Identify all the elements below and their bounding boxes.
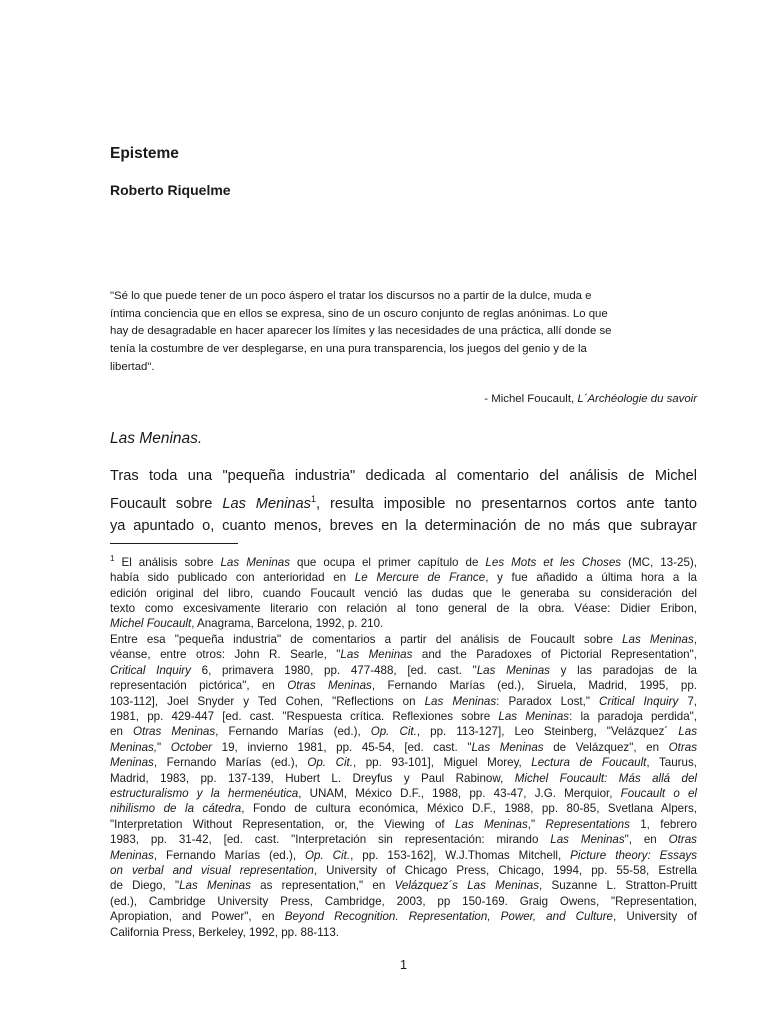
epigraph-quote xyxy=(110,288,697,377)
footnote-line: edición original del libro, cuando Foucault venció las dudas que le generaba su consideración del xyxy=(110,586,697,600)
fn-text: , Fernando Marías (ed.), xyxy=(215,725,371,739)
footnote-line: (ed.), Cambridge University Press, Cambridge, 2003, pp 150-169. Graig Owens, "Representation, xyxy=(110,894,697,908)
fn-text: ," xyxy=(527,817,546,831)
fn-italic: Picture theory: Essays xyxy=(570,848,697,862)
fn-text: , Fernando Marías (ed.), xyxy=(153,756,308,770)
fn-text: , Taurus, xyxy=(646,756,697,770)
footnote-line xyxy=(110,724,697,739)
fn-italic: nihilismo de la cátedra xyxy=(110,802,242,816)
footnote-line xyxy=(110,709,697,724)
fn-italic: Las Meninas xyxy=(550,833,625,847)
section-title: Las Meninas. xyxy=(110,430,203,447)
fn-italic: October xyxy=(170,740,213,754)
footnote-line xyxy=(110,863,697,878)
fn-italic: Michel Foucault: Más allá del xyxy=(514,771,697,785)
fn-italic: Meninas xyxy=(110,848,154,862)
body-text: , resulta imposible no presentarnos cortos ante tanto xyxy=(315,495,698,512)
fn-italic: Les Mots et les Choses xyxy=(485,555,622,569)
fn-text: , xyxy=(693,632,697,646)
fn-italic: Velázquez´s Las Meninas xyxy=(394,879,539,893)
fn-text: , Suzanne L. Stratton-Pruitt xyxy=(539,879,697,893)
footnote-line xyxy=(110,801,697,816)
fn-italic: Op. Cit. xyxy=(370,725,417,739)
fn-italic: Otras Meninas xyxy=(287,679,372,693)
fn-text: , Fernando Marías (ed.), xyxy=(153,848,306,862)
fn-text: 1983, pp. 31-42, [ed. cast. "Interpretación sin representación: mirando xyxy=(110,833,551,847)
attribution-author: - Michel Foucault, xyxy=(484,393,578,405)
fn-text: : la paradoja perdida", xyxy=(569,709,697,723)
fn-text: ", en xyxy=(624,833,669,847)
fn-text: de Velázquez", en xyxy=(543,740,669,754)
footnote-line xyxy=(110,647,697,662)
fn-text: , pp. 113-127], Leo Steinberg, "Velázquez´ xyxy=(416,725,679,739)
footnote-line: texto como excesivamente literario con relación al tono general de la obra. Véase: Didier Eribon, xyxy=(110,602,697,616)
fn-text: Entre esa "pequeña industria" de comentarios a partir del análisis de Foucault sobre xyxy=(110,632,623,646)
fn-italic: Foucault o el xyxy=(620,786,697,800)
fn-text: representación pictórica", en xyxy=(110,679,288,693)
fn-text: (MC, 13-25), xyxy=(621,555,697,569)
fn-text: había sido publicado con anterioridad en xyxy=(110,571,355,585)
footnote-line xyxy=(110,694,697,709)
fn-italic: Michel Foucault xyxy=(110,617,192,631)
footnote-separator xyxy=(110,543,238,544)
fn-italic: Otras Meninas xyxy=(132,725,216,739)
footnote-line xyxy=(110,551,697,570)
fn-italic: Las Meninas xyxy=(424,694,497,708)
fn-italic: Meninas, xyxy=(110,740,158,754)
epigraph-line: libertad". xyxy=(110,360,155,373)
fn-italic: Las Meninas xyxy=(498,709,570,723)
fn-italic: Meninas xyxy=(110,756,154,770)
fn-text: , UNAM, México D.F., 1988, pp. 43-47, J.G. Merquior, xyxy=(298,786,621,800)
footnote-marker: 1 xyxy=(110,554,115,563)
fn-italic: Otras xyxy=(668,833,697,847)
footnote-line xyxy=(110,848,697,863)
footnote-line xyxy=(110,755,697,770)
fn-text: 1, febrero xyxy=(629,817,697,831)
fn-text: que ocupa el primer capítulo de xyxy=(290,555,486,569)
fn-italic: Las Meninas xyxy=(340,648,413,662)
fn-text: , y fue añadido a última hora a la xyxy=(485,571,698,585)
footnote-line xyxy=(110,786,697,801)
fn-text: y las paradojas de la xyxy=(549,663,697,677)
fn-text: El análisis sobre xyxy=(114,555,221,569)
footnote-line xyxy=(110,632,697,647)
body-line xyxy=(110,488,697,515)
fn-italic: on verbal and visual representation xyxy=(110,863,314,877)
author-name: Roberto Riquelme xyxy=(110,182,231,198)
fn-text: , pp. 153-162], W.J.Thomas Mitchell, xyxy=(350,848,571,862)
fn-italic: Critical Inquiry xyxy=(598,694,679,708)
footnote-line xyxy=(110,817,697,832)
footnote-line xyxy=(110,878,697,893)
epigraph-line: íntima conciencia que en ellos se expresa, sino de un oscuro conjunto de reglas anónimas. Lo que xyxy=(110,307,608,320)
body-italic: Las Meninas xyxy=(222,495,311,512)
footnote-line xyxy=(110,832,697,847)
fn-text: 19, invierno 1981, pp. 45-54, [ed. cast. " xyxy=(212,740,472,754)
footnote-line xyxy=(110,740,697,755)
epigraph-line: tenía la costumbre de ver desplegarse, en una pura transparencia, los juegos del genio y de la xyxy=(110,343,587,356)
body-text: Foucault sobre xyxy=(110,495,223,512)
fn-italic: Le Mercure de France xyxy=(354,571,486,585)
fn-text: 103-112], Joel Snyder y Ted Cohen, "Reflections on xyxy=(110,694,425,708)
fn-text: Madrid, 1983, pp. 137-139, Hubert L. Dreyfus y Paul Rabinow, xyxy=(110,771,515,785)
page-number: 1 xyxy=(399,957,408,972)
footnote-line xyxy=(110,663,697,678)
fn-text: "Interpretation Without Representation, or, the Viewing of xyxy=(110,817,455,831)
document-title: Episteme xyxy=(110,145,179,162)
epigraph-attribution xyxy=(484,393,697,405)
fn-text: : Paradox Lost," xyxy=(496,694,599,708)
fn-italic: estructuralismo y la hermenéutica xyxy=(110,786,299,800)
footnote-reference[interactable]: 1 xyxy=(310,493,316,504)
fn-italic: Las Meninas xyxy=(179,879,251,893)
fn-italic: Representations xyxy=(545,817,630,831)
fn-text: , Fernando Marías (ed.), Siruela, Madrid, 1995, pp. xyxy=(371,679,697,693)
footnote-line xyxy=(110,678,697,693)
footnote-line xyxy=(110,570,697,585)
fn-text: , University of xyxy=(613,910,697,924)
fn-italic: Las Meninas xyxy=(476,663,550,677)
body-line: ya apuntado o, cuanto menos, breves en la determinación de no más que subrayar xyxy=(110,518,697,535)
fn-text: as representation," en xyxy=(250,879,395,893)
fn-italic: Las xyxy=(678,725,697,739)
fn-italic: Las Meninas xyxy=(622,632,694,646)
body-paragraph xyxy=(110,465,697,538)
footnote-line xyxy=(110,771,697,786)
fn-italic: Lectura de Foucault xyxy=(531,756,647,770)
fn-italic: Las Meninas xyxy=(454,817,528,831)
epigraph-line: "Sé lo que puede tener de un poco áspero el tratar los discursos no a partir de la dulce, muda e xyxy=(110,290,592,302)
fn-text: véanse, entre otros: John R. Searle, " xyxy=(110,648,341,662)
fn-text: 1981, pp. 429-447 [ed. cast. "Respuesta crítica. Reflexiones sobre xyxy=(110,709,499,723)
fn-italic: Op. Cit. xyxy=(305,848,351,862)
fn-italic: Otras xyxy=(668,740,697,754)
footnote xyxy=(110,551,697,940)
fn-text: 7, xyxy=(678,694,697,708)
footnote-line xyxy=(110,909,697,924)
fn-text: , Fondo de cultura económica, México D.F., 1988, pp. 80-85, Svetlana Alpers, xyxy=(241,802,697,816)
fn-text: " xyxy=(157,740,171,754)
footnote-line xyxy=(110,616,697,631)
fn-italic: Critical Inquiry xyxy=(110,663,191,677)
fn-italic: Beyond Recognition. Representation, Power, and Culture xyxy=(284,910,613,924)
fn-text: , Anagrama, Barcelona, 1992, p. 210. xyxy=(191,617,384,631)
fn-text: , pp. 93-101], Miguel Morey, xyxy=(352,756,532,770)
footnote-line: California Press, Berkeley, 1992, pp. 88-113. xyxy=(110,925,339,939)
epigraph-line: hay de desagradable en hacer aparecer los límites y las necesidades de una práctica, allí donde se xyxy=(110,325,612,338)
fn-text: , University of Chicago Press, Chicago, 1994, pp. 55-58, Estrella xyxy=(313,863,697,877)
fn-italic: Las Meninas xyxy=(471,740,544,754)
fn-text: en xyxy=(110,725,133,739)
fn-text: Apropiation, and Power", en xyxy=(110,910,285,924)
fn-text: de Diego, " xyxy=(110,879,180,893)
body-line: Tras toda una "pequeña industria" dedicada al comentario del análisis de Michel xyxy=(110,468,697,484)
attribution-work: L´Archéologie du savoir xyxy=(577,393,697,405)
fn-text: and the Paradoxes of Pictorial Representation", xyxy=(412,648,697,662)
fn-italic: Las Meninas xyxy=(220,555,291,569)
fn-text: 6, primavera 1980, pp. 477-488, [ed. cast. " xyxy=(190,663,477,677)
fn-italic: Op. Cit. xyxy=(307,756,353,770)
